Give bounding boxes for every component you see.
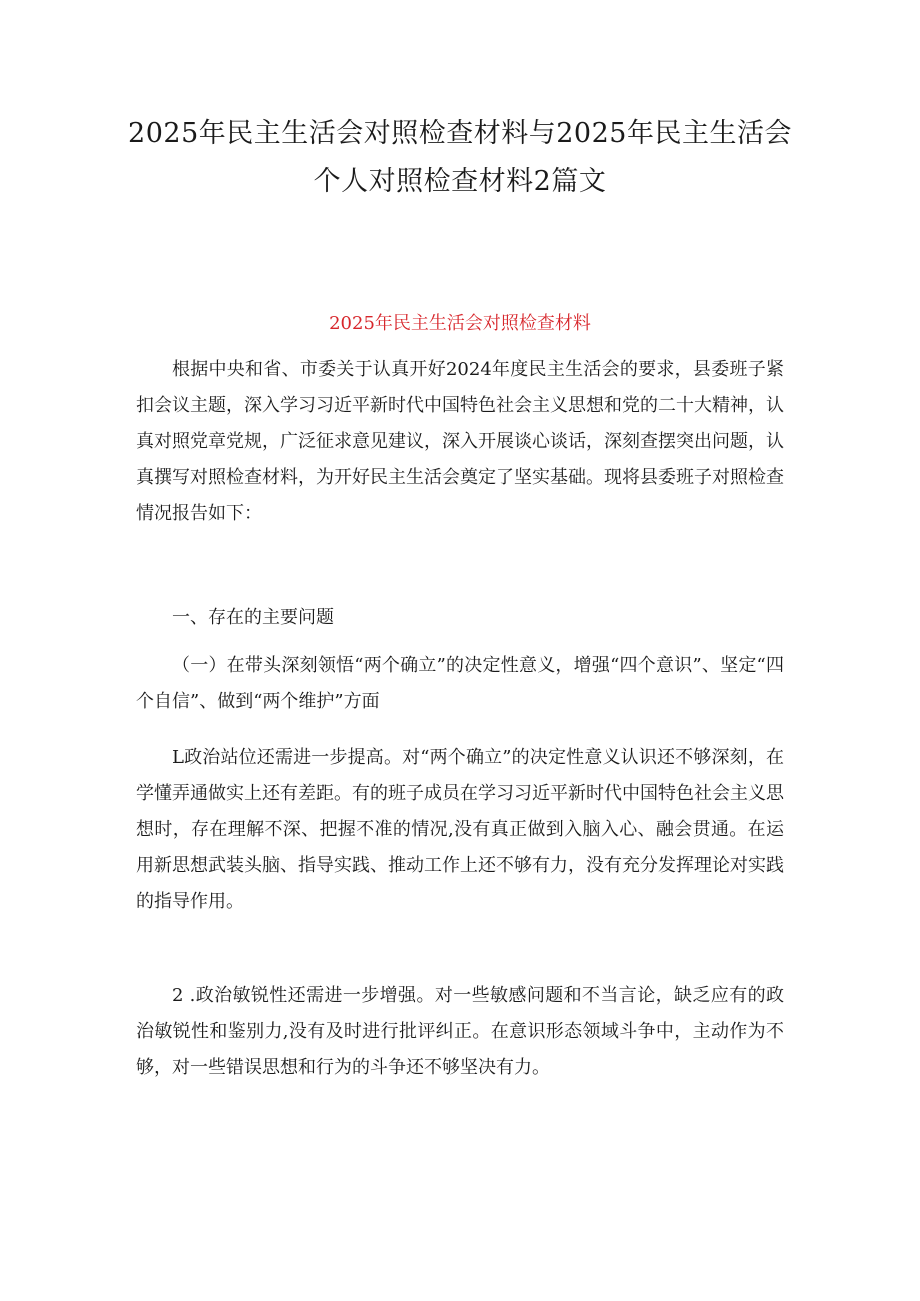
- heading-main-problems: 一、存在的主要问题: [172, 607, 334, 628]
- problem-paragraph-1: L政治站位还需进一步提高。对“两个确立”的决定性意义认识还不够深刻，在学懂弄通做实上还有差距。有的班子成员在学习习近平新时代中国特色社会主义思想时，存在理解不深、把握不准的情况,没有真正做到入脑入心、融会贯通。在运用新思想武装头脑、指导实践、推动工作上还不够有力，没有充分发挥理论对实践的指导作用。: [136, 747, 784, 912]
- intro-paragraph: 根据中央和省、市委关于认真开好2024年度民主生活会的要求，县委班子紧扣会议主题，深入学习习近平新时代中国特色社会主义思想和党的二十大精神，认真对照党章党规，广泛征求意见建议，深入开展谈心谈话，深刻查摆突出问题，认真撰写对照检查材料，为开好民主生活会奠定了坚实基础。现将县委班子对照检查情况报告如下：: [136, 359, 784, 524]
- section-title: 2025年民主生活会对照检查材料: [329, 313, 591, 334]
- problem-paragraph-2: 2 .政治敏锐性还需进一步增强。对一些敏感问题和不当言论，缺乏应有的政治敏锐性和鉴别力,没有及时进行批评纠正。在意识形态领域斗争中，主动作为不够，对一些错误思想和行为的斗争还不够坚决有力。: [136, 985, 784, 1078]
- document-title: 2025年民主生活会对照检查材料与2025年民主生活会个人对照检查材料2篇文: [128, 118, 792, 197]
- subheading-two-establishments: （一）在带头深刻领悟“两个确立”的决定性意义，增强“四个意识”、坚定“四个自信”、做到“两个维护”方面: [136, 655, 784, 712]
